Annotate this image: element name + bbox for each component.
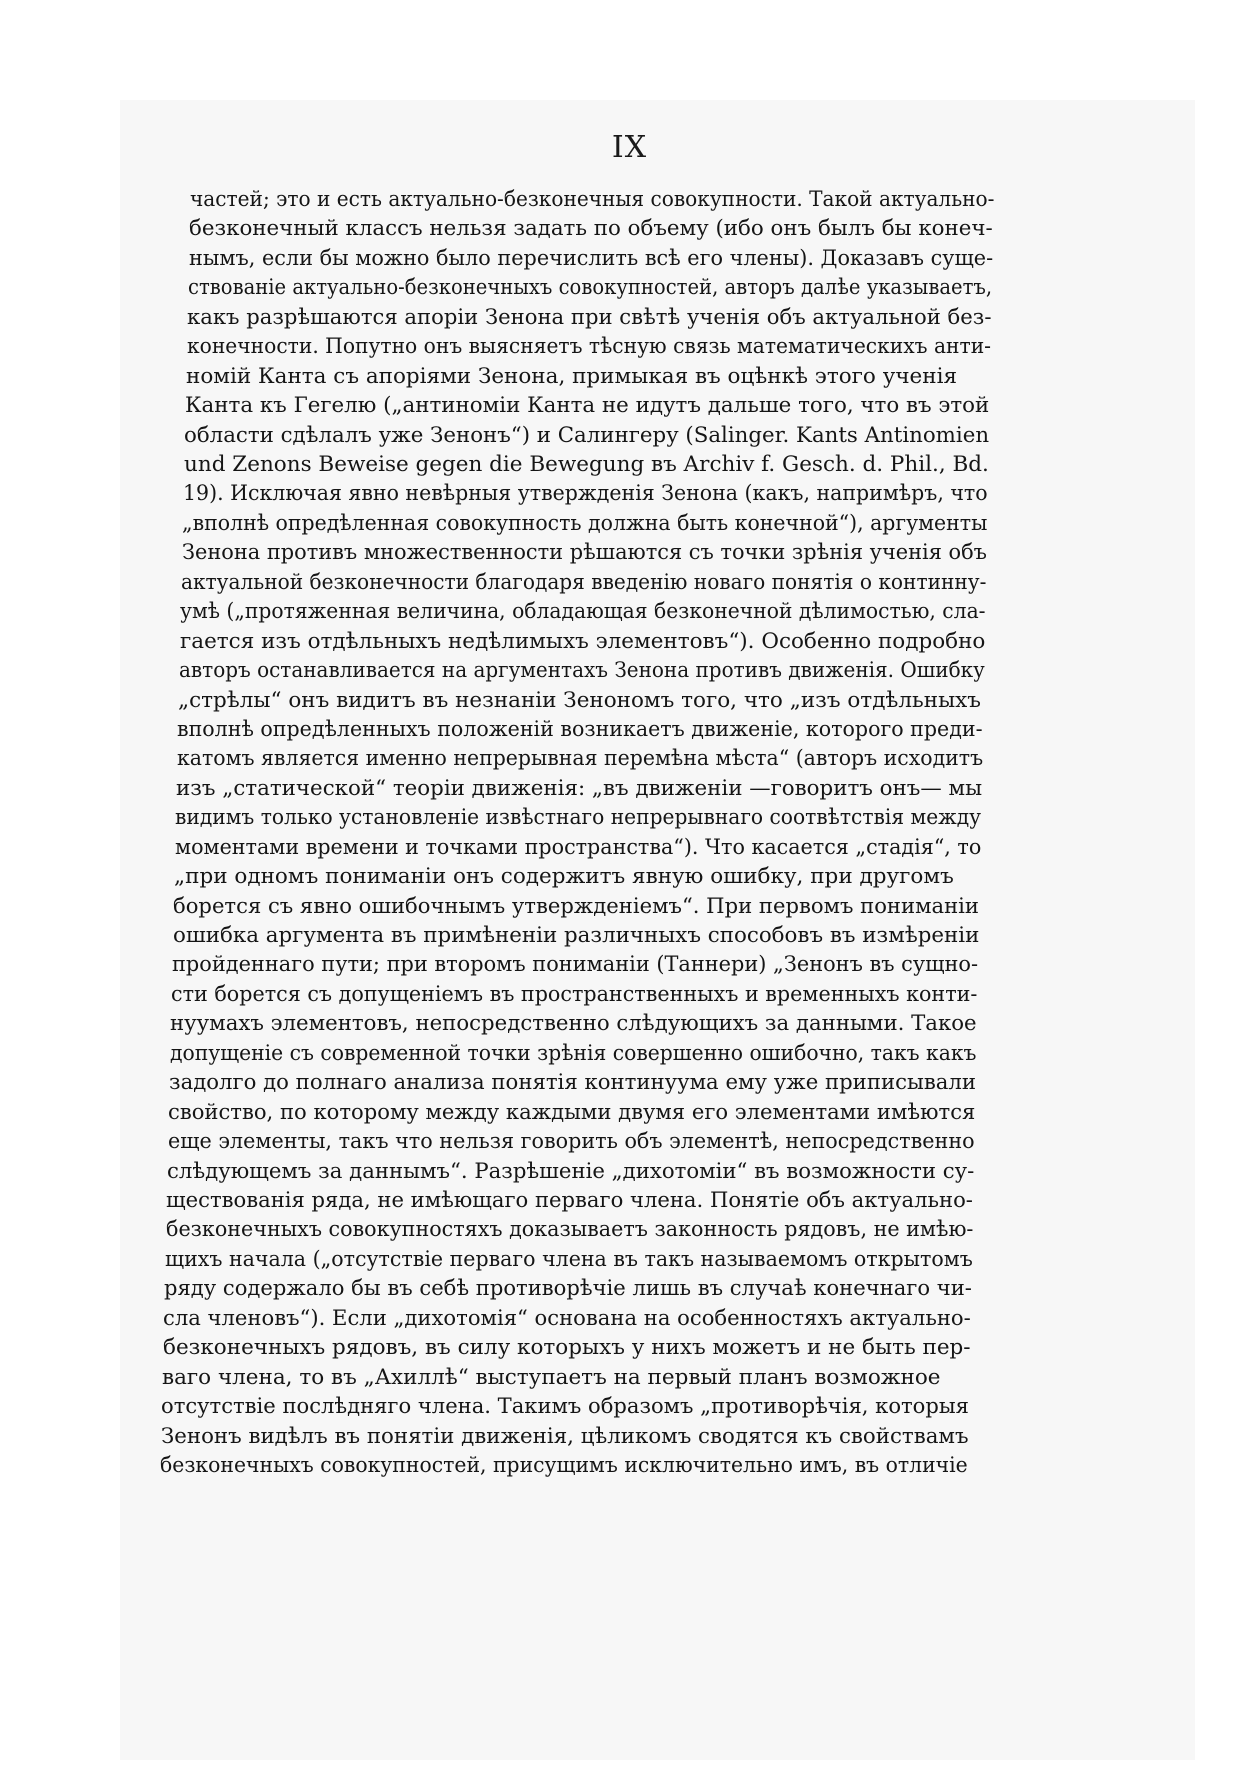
text-line: какъ разрѣшаются апоріи Зенона при свѣтѣ ученія объ актуальной без-: [187, 304, 992, 330]
text-line: свойство, по которому между каждыми двумя его элементами имѣются: [168, 1099, 976, 1125]
text-line: „при одномъ пониманіи онъ содержитъ явную ошибку, при другомъ: [173, 864, 954, 890]
text-line: слѣдующемъ за даннымъ“. Разрѣшеніе „дихотоміи“ въ возможности су-: [166, 1158, 975, 1184]
text-line: нымъ, если бы можно было перечислить всѣ его члены). Доказавъ суще-: [188, 245, 993, 271]
text-line: 19). Исключая явно невѣрныя утвержденія Зенона (какъ, напримѣръ, что: [183, 481, 988, 507]
text-line: und Zenons Beweise gegen die Bewegung въ Archiv f. Gesch. d. Phil., Bd.: [183, 451, 989, 477]
text-line: ряду содержало бы въ себѣ противорѣчіе лишь въ случаѣ конечнаго чи-: [164, 1276, 972, 1302]
text-line: ществованія ряда, не имѣющаго перваго члена. Понятіе объ актуально-: [166, 1188, 974, 1214]
text-line: безконечныхъ совокупностяхъ доказываетъ законность рядовъ, не имѣю-: [165, 1217, 973, 1243]
text-line: отсутствіе послѣдняго члена. Такимъ образомъ „противорѣчія, которыя: [161, 1394, 970, 1420]
text-line: допущеніе съ современной точки зрѣнія совершенно ошибочно, такъ какъ: [169, 1040, 977, 1066]
text-line: задолго до полнаго анализа понятія континуума ему уже приписывали: [169, 1070, 976, 1096]
text-line: ошибка аргумента въ примѣненіи различныхъ способовъ въ измѣреніи: [172, 923, 979, 949]
text-line: умѣ („протяженная величина, обладающая безконечной дѣлимостью, сла-: [180, 599, 986, 625]
text-line: пройденнаго пути; при второмъ пониманіи (Таннери) „Зенонъ въ сущно-: [171, 952, 978, 978]
text-line: Зенонъ видѣлъ въ понятіи движенія, цѣликомъ сводятся къ свойствамъ: [160, 1423, 969, 1449]
text-line: щихъ начала („отсутствіе перваго члена въ такъ называемомъ открытомъ: [164, 1246, 973, 1272]
text-line: актуальной безконечности благодаря введенію новаго понятія о континну-: [180, 569, 987, 595]
text-line: авторъ останавливается на аргументахъ Зенона противъ движенія. Ошибку: [178, 658, 985, 684]
text-line: конечности. Попутно онъ выясняетъ тѣсную связь математическихъ анти-: [186, 334, 991, 360]
text-line: области сдѣлалъ уже Зенонъ“) и Салингеру (Salinger. Kants Antinomien: [184, 422, 990, 448]
text-line: катомъ является именно непрерывная перемѣна мѣста“ (авторъ исходитъ: [176, 746, 983, 772]
text-line: сти борется съ допущеніемъ въ пространственныхъ и временныхъ конти-: [171, 981, 978, 1007]
text-line: безконечный классъ нельзя задать по объему (ибо онъ былъ бы конеч-: [189, 216, 994, 242]
text-line: номій Канта съ апоріями Зенона, примыкая въ оцѣнкѣ этого ученія: [185, 363, 957, 389]
text-line: борется съ явно ошибочнымъ утвержденіемъ“. При первомъ пониманіи: [173, 893, 980, 919]
text-line: моментами времени и точками пространства“). Что касается „стадія“, то: [174, 834, 981, 860]
text-line: ваго члена, то въ „Ахиллѣ“ выступаетъ на первый планъ возможное: [162, 1364, 941, 1390]
text-line: „вполнѣ опредѣленная совокупность должна быть конечной“), аргументы: [182, 510, 988, 536]
text-line: еще элементы, такъ что нельзя говорить объ элементѣ, непосредственно: [167, 1129, 975, 1155]
text-line: гается изъ отдѣльныхъ недѣлимыхъ элементовъ“). Особенно подробно: [179, 628, 985, 654]
text-line: изъ „статической“ теоріи движенія: „въ движеніи —говоритъ онъ— мы: [176, 775, 982, 801]
text-line: вполнѣ опредѣленныхъ положеній возникаетъ движеніе, которого преди-: [177, 716, 984, 742]
text-line: нуумахъ элементовъ, непосредственно слѣдующихъ за данными. Такое: [170, 1011, 978, 1037]
text-line: видимъ только установленіе извѣстнаго непрерывнаго соотвѣтствія между: [175, 805, 982, 831]
text-line: „стрѣлы“ онъ видитъ въ незнаніи Зенономъ того, что „изъ отдѣльныхъ: [178, 687, 982, 713]
text-line: безконечныхъ совокупностей, присущимъ исключительно имъ, въ отличіе: [160, 1453, 968, 1478]
text-line: сла членовъ“). Если „дихотомія“ основана на особенностяхъ актуально-: [163, 1305, 972, 1331]
text-line: Зенона противъ множественности рѣшаются съ точки зрѣнія ученія объ: [181, 540, 987, 566]
text-line: Канта къ Гегелю („антиноміи Канта не идутъ дальше того, что въ этой: [185, 393, 990, 419]
text-line: ствованіе актуально-безконечныхъ совокупностей, авторъ далѣе указываетъ,: [187, 275, 992, 301]
text-line: безконечныхъ рядовъ, въ силу которыхъ у нихъ можетъ и не быть пер-: [162, 1335, 971, 1361]
text-line: частей; это и есть актуально-безконечныя совокупности. Такой актуально-: [190, 187, 994, 212]
page-number: IX: [611, 130, 648, 165]
